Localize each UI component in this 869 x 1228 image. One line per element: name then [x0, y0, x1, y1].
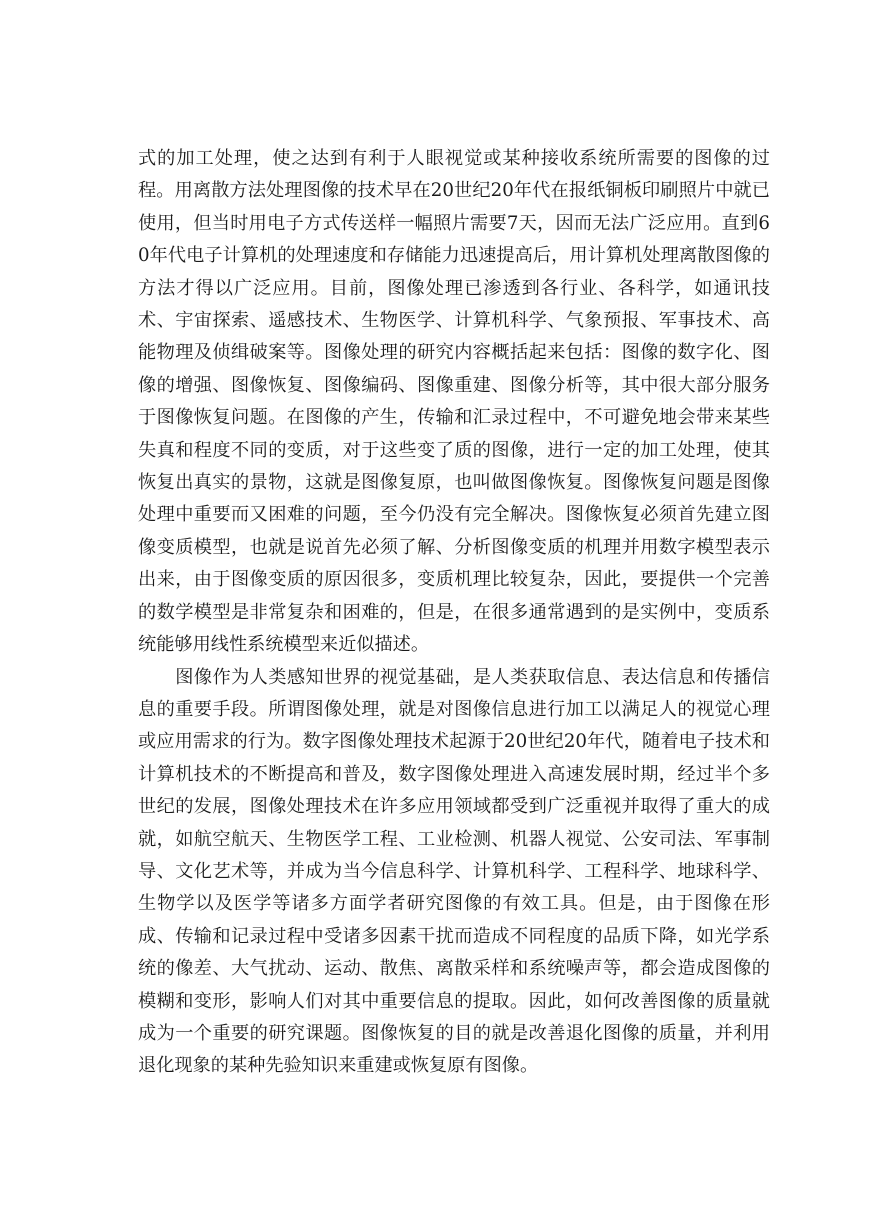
body-text — [138, 143, 770, 1083]
paragraph-image-processing-intro: 图像作为人类感知世界的视觉基础，是人类获取信息、表达信息和传播信息的重要手段。所谓图像处理，就是对图像信息进行加工以满足人的视觉心理或应用需求的行为。数字图像处理技术起源于20世纪20年代，随着电子技术和计算机技术的不断提高和普及，数字图像处理进入高速发展时期，经过半个多世纪的发展，图像处理技术在许多应用领域都受到广泛重视并取得了重大的成就，如航空航天、生物医学工程、工业检测、机器人视觉、公安司法、军事制导、文化艺术等，并成为当今信息科学、计算机科学、工程科学、地球科学、生物学以及医学等诸多方面学者研究图像的有效工具。但是，由于图像在形成、传输和记录过程中受诸多因素干扰而造成不同程度的品质下降，如光学系统的像差、大气扰动、运动、散焦、离散采样和系统噪声等，都会造成图像的模糊和变形，影响人们对其中重要信息的提取。因此，如何改善图像的质量就成为一个重要的研究课题。图像恢复的目的就是改善退化图像的质量，并利用退化现象的某种先验知识来重建或恢复原有图像。 — [138, 666, 770, 1077]
paragraph-continuation: 式的加工处理，使之达到有利于人眼视觉或某种接收系统所需要的图像的过程。用离散方法处理图像的技术早在20世纪20年代在报纸铜板印刷照片中就已使用，但当时用电子方式传送样一幅照片需要7天，因而无法广泛应用。直到60年代电子计算机的处理速度和存储能力迅速提高后，用计算机处理离散图像的方法才得以广泛应用。目前，图像处理已渗透到各行业、各科学，如通讯技术、宇宙探索、遥感技术、生物医学、计算机科学、气象预报、军事技术、高能物理及侦缉破案等。图像处理的研究内容概括起来包括：图像的数字化、图像的增强、图像恢复、图像编码、图像重建、图像分析等，其中很大部分服务于图像恢复问题。在图像的产生，传输和汇录过程中，不可避免地会带来某些失真和程度不同的变质，对于这些变了质的图像，进行一定的加工处理，使其恢复出真实的景物，这就是图像复原，也叫做图像恢复。图像恢复问题是图像处理中重要而又困难的问题，至今仍没有完全解决。图像恢复必须首先建立图像变质模型，也就是说首先必须了解、分析图像变质的机理并用数字模型表示出来，由于图像变质的原因很多，变质机理比较复杂，因此，要提供一个完善的数学模型是非常复杂和困难的，但是，在很多通常遇到的是实例中，变质系统能够用线性系统模型来近似描述。 — [138, 148, 770, 656]
